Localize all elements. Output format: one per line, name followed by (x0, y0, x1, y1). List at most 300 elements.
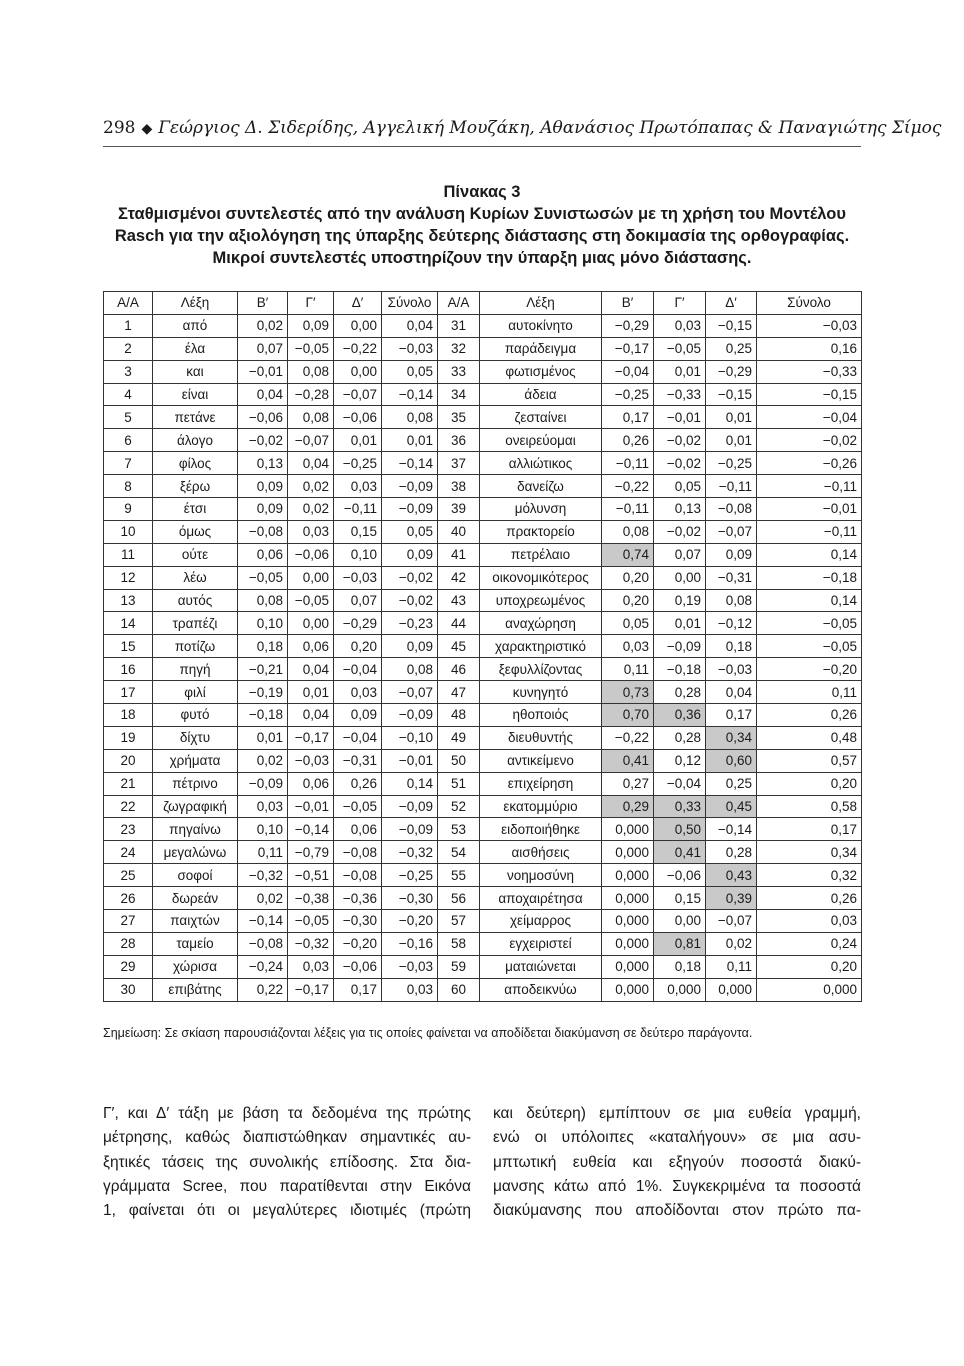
coefficient-cell: −0,20 (334, 932, 382, 955)
coefficient-cell: −0,36 (334, 887, 382, 910)
word-cell: μόλυνση (480, 498, 602, 521)
coefficient-cell: 0,20 (757, 772, 862, 795)
coefficient-cell: −0,03 (706, 658, 757, 681)
coefficient-cell: 0,28 (654, 726, 706, 749)
coefficient-cell: 0,73 (602, 681, 654, 704)
coefficient-cell: 0,03 (334, 475, 382, 498)
coefficient-cell: 0,000 (602, 864, 654, 887)
word-cell: πηγαίνω (153, 818, 238, 841)
column-header: Β′ (602, 292, 654, 315)
coefficient-cell: 0,01 (654, 612, 706, 635)
coefficient-cell: −0,03 (334, 566, 382, 589)
coefficient-cell: −0,14 (382, 383, 438, 406)
word-cell: χαρακτηριστικό (480, 635, 602, 658)
coefficient-cell: 0,08 (706, 589, 757, 612)
coefficient-cell: 0,18 (706, 635, 757, 658)
coefficient-cell: 0,000 (602, 932, 654, 955)
word-cell: χείμαρρος (480, 910, 602, 933)
coefficient-cell: −0,28 (288, 383, 334, 406)
coefficient-cell: −0,08 (238, 520, 288, 543)
column-header: Δ′ (334, 292, 382, 315)
table-row (104, 864, 862, 887)
coefficient-cell: −0,09 (382, 795, 438, 818)
table-row (104, 658, 862, 681)
coefficient-cell: −0,33 (757, 360, 862, 383)
table-header-row (104, 292, 862, 315)
coefficient-cell: 0,000 (602, 818, 654, 841)
coefficient-cell: −0,09 (382, 475, 438, 498)
coefficient-cell: −0,08 (334, 841, 382, 864)
row-number-cell: 18 (104, 704, 153, 727)
coefficients-table (103, 291, 862, 1002)
coefficient-cell: −0,22 (602, 726, 654, 749)
coefficient-cell: 0,18 (238, 635, 288, 658)
coefficient-cell: −0,20 (382, 910, 438, 933)
coefficient-cell: 0,81 (654, 932, 706, 955)
word-cell: ματαιώνεται (480, 955, 602, 978)
coefficient-cell: 0,20 (602, 589, 654, 612)
coefficient-cell: −0,51 (288, 864, 334, 887)
coefficient-cell: 0,000 (602, 841, 654, 864)
coefficient-cell: 0,00 (288, 566, 334, 589)
row-number-cell: 42 (438, 566, 480, 589)
coefficient-cell: −0,29 (706, 360, 757, 383)
word-cell: ξέρω (153, 475, 238, 498)
coefficient-cell: −0,32 (382, 841, 438, 864)
word-cell: ονειρεύομαι (480, 429, 602, 452)
coefficient-cell: −0,06 (238, 406, 288, 429)
word-cell: ξεφυλλίζοντας (480, 658, 602, 681)
coefficient-cell: 0,32 (757, 864, 862, 887)
row-number-cell: 35 (438, 406, 480, 429)
coefficient-cell: 0,09 (382, 635, 438, 658)
row-number-cell: 40 (438, 520, 480, 543)
row-number-cell: 29 (104, 955, 153, 978)
coefficient-cell: −0,14 (382, 452, 438, 475)
coefficient-cell: 0,10 (238, 612, 288, 635)
coefficient-cell: 0,39 (706, 887, 757, 910)
coefficient-cell: −0,02 (382, 566, 438, 589)
coefficient-cell: −0,10 (382, 726, 438, 749)
coefficient-cell: 0,25 (706, 337, 757, 360)
coefficient-cell: 0,01 (238, 726, 288, 749)
row-number-cell: 52 (438, 795, 480, 818)
word-cell: επιβάτης (153, 978, 238, 1001)
coefficient-cell: −0,18 (654, 658, 706, 681)
body-text-line: και δεύτερη) εμπίπτουν σε μια ευθεία γραμμή, (493, 1105, 861, 1122)
row-number-cell: 34 (438, 383, 480, 406)
word-cell: επιχείρηση (480, 772, 602, 795)
table-row (104, 704, 862, 727)
coefficient-cell: 0,18 (654, 955, 706, 978)
coefficient-cell: 0,01 (654, 360, 706, 383)
body-text-right-column (493, 1102, 861, 1223)
coefficient-cell: 0,02 (238, 749, 288, 772)
coefficient-cell: −0,09 (382, 818, 438, 841)
coefficient-cell: 0,00 (654, 566, 706, 589)
row-number-cell: 4 (104, 383, 153, 406)
diamond-icon: ◆ (141, 121, 153, 137)
coefficient-cell: −0,11 (334, 498, 382, 521)
word-cell: δανείζω (480, 475, 602, 498)
coefficient-cell: 0,00 (288, 612, 334, 635)
row-number-cell: 33 (438, 360, 480, 383)
row-number-cell: 15 (104, 635, 153, 658)
table-row (104, 337, 862, 360)
coefficient-cell: −0,31 (334, 749, 382, 772)
word-cell: πετρέλαιο (480, 543, 602, 566)
word-cell: αποδεικνύω (480, 978, 602, 1001)
coefficient-cell: −0,05 (288, 337, 334, 360)
row-number-cell: 7 (104, 452, 153, 475)
row-number-cell: 48 (438, 704, 480, 727)
coefficient-cell: 0,02 (706, 932, 757, 955)
coefficient-cell: 0,36 (654, 704, 706, 727)
coefficient-cell: −0,01 (238, 360, 288, 383)
coefficient-cell: −0,02 (382, 589, 438, 612)
page-number: 298 (103, 118, 136, 138)
coefficient-cell: −0,05 (654, 337, 706, 360)
coefficient-cell: −0,01 (757, 498, 862, 521)
coefficient-cell: −0,25 (706, 452, 757, 475)
coefficient-cell: −0,12 (706, 612, 757, 635)
coefficient-cell: −0,03 (757, 314, 862, 337)
coefficient-cell: 0,11 (238, 841, 288, 864)
row-number-cell: 8 (104, 475, 153, 498)
row-number-cell: 54 (438, 841, 480, 864)
coefficient-cell: 0,07 (654, 543, 706, 566)
column-header: Γ′ (288, 292, 334, 315)
coefficient-cell: 0,11 (602, 658, 654, 681)
coefficient-cell: 0,00 (334, 314, 382, 337)
coefficient-cell: −0,16 (382, 932, 438, 955)
coefficient-cell: 0,00 (334, 360, 382, 383)
coefficient-cell: 0,17 (602, 406, 654, 429)
coefficient-cell: −0,31 (706, 566, 757, 589)
coefficient-cell: 0,28 (706, 841, 757, 864)
coefficient-cell: 0,04 (288, 452, 334, 475)
row-number-cell: 49 (438, 726, 480, 749)
coefficient-cell: 0,05 (602, 612, 654, 635)
coefficient-cell: −0,29 (334, 612, 382, 635)
coefficient-cell: −0,06 (334, 955, 382, 978)
coefficient-cell: 0,08 (382, 406, 438, 429)
coefficient-cell: −0,04 (654, 772, 706, 795)
coefficient-cell: −0,30 (334, 910, 382, 933)
coefficient-cell: 0,000 (602, 910, 654, 933)
table-row (104, 932, 862, 955)
coefficient-cell: −0,07 (706, 910, 757, 933)
coefficient-cell: −0,09 (382, 498, 438, 521)
coefficient-cell: −0,08 (238, 932, 288, 955)
coefficient-cell: 0,22 (238, 978, 288, 1001)
coefficient-cell: −0,22 (602, 475, 654, 498)
row-number-cell: 17 (104, 681, 153, 704)
coefficient-cell: −0,02 (654, 452, 706, 475)
coefficient-cell: 0,17 (706, 704, 757, 727)
coefficient-cell: 0,17 (334, 978, 382, 1001)
table-row (104, 360, 862, 383)
coefficient-cell: −0,25 (602, 383, 654, 406)
coefficient-cell: −0,29 (602, 314, 654, 337)
coefficient-cell: −0,14 (238, 910, 288, 933)
table-row (104, 475, 862, 498)
coefficient-cell: 0,10 (238, 818, 288, 841)
row-number-cell: 30 (104, 978, 153, 1001)
coefficient-cell: 0,08 (288, 360, 334, 383)
coefficient-cell: 0,20 (602, 566, 654, 589)
word-cell: ταμείο (153, 932, 238, 955)
row-number-cell: 1 (104, 314, 153, 337)
row-number-cell: 55 (438, 864, 480, 887)
table-row (104, 887, 862, 910)
row-number-cell: 6 (104, 429, 153, 452)
column-header: Σύνολο (382, 292, 438, 315)
running-header (103, 118, 942, 147)
coefficient-cell: 0,34 (706, 726, 757, 749)
word-cell: αντικείμενο (480, 749, 602, 772)
table-row (104, 543, 862, 566)
coefficient-cell: 0,13 (238, 452, 288, 475)
word-cell: και (153, 360, 238, 383)
row-number-cell: 53 (438, 818, 480, 841)
row-number-cell: 32 (438, 337, 480, 360)
row-number-cell: 3 (104, 360, 153, 383)
coefficient-cell: 0,14 (757, 543, 862, 566)
coefficient-cell: 0,03 (288, 520, 334, 543)
coefficient-cell: 0,17 (757, 818, 862, 841)
word-cell: δωρεάν (153, 887, 238, 910)
coefficient-cell: −0,07 (288, 429, 334, 452)
row-number-cell: 10 (104, 520, 153, 543)
coefficient-cell: 0,08 (382, 658, 438, 681)
coefficient-cell: 0,60 (706, 749, 757, 772)
coefficient-cell: −0,07 (382, 681, 438, 704)
word-cell: άδεια (480, 383, 602, 406)
row-number-cell: 47 (438, 681, 480, 704)
coefficient-cell: −0,25 (334, 452, 382, 475)
coefficient-cell: 0,14 (382, 772, 438, 795)
coefficient-cell: 0,06 (288, 772, 334, 795)
coefficient-cell: 0,29 (602, 795, 654, 818)
coefficient-cell: 0,07 (238, 337, 288, 360)
table-row (104, 818, 862, 841)
coefficient-cell: −0,09 (382, 704, 438, 727)
coefficient-cell: −0,22 (334, 337, 382, 360)
table-title (103, 181, 861, 269)
coefficient-cell: −0,15 (706, 314, 757, 337)
word-cell: κυνηγητό (480, 681, 602, 704)
row-number-cell: 59 (438, 955, 480, 978)
column-header: Α/Α (438, 292, 480, 315)
coefficient-cell: 0,04 (238, 383, 288, 406)
word-cell: οικονομικότερος (480, 566, 602, 589)
column-header: Β′ (238, 292, 288, 315)
coefficient-cell: 0,33 (654, 795, 706, 818)
word-cell: διευθυντής (480, 726, 602, 749)
coefficient-cell: 0,01 (382, 429, 438, 452)
table-row (104, 681, 862, 704)
coefficient-cell: −0,30 (382, 887, 438, 910)
coefficient-cell: 0,05 (654, 475, 706, 498)
row-number-cell: 37 (438, 452, 480, 475)
word-cell: χώρισα (153, 955, 238, 978)
coefficient-cell: 0,09 (238, 475, 288, 498)
word-cell: μεγαλώνω (153, 841, 238, 864)
coefficient-cell: 0,02 (288, 498, 334, 521)
coefficient-cell: −0,11 (757, 475, 862, 498)
coefficient-cell: −0,11 (602, 498, 654, 521)
coefficient-cell: 0,03 (238, 795, 288, 818)
table-row (104, 795, 862, 818)
coefficient-cell: −0,14 (288, 818, 334, 841)
coefficient-cell: −0,07 (706, 520, 757, 543)
word-cell: αυτοκίνητο (480, 314, 602, 337)
coefficient-cell: 0,04 (288, 704, 334, 727)
column-header: Σύνολο (757, 292, 862, 315)
row-number-cell: 5 (104, 406, 153, 429)
coefficient-cell: 0,01 (706, 429, 757, 452)
coefficient-cell: −0,25 (382, 864, 438, 887)
row-number-cell: 46 (438, 658, 480, 681)
coefficient-cell: −0,02 (654, 429, 706, 452)
row-number-cell: 39 (438, 498, 480, 521)
coefficient-cell: 0,09 (706, 543, 757, 566)
row-number-cell: 60 (438, 978, 480, 1001)
word-cell: δίχτυ (153, 726, 238, 749)
word-cell: φιλί (153, 681, 238, 704)
coefficient-cell: 0,000 (602, 955, 654, 978)
word-cell: όμως (153, 520, 238, 543)
coefficient-cell: 0,01 (706, 406, 757, 429)
body-text-line: ενώ οι υπόλοιπες «καταλήγουν» σε μια ασυ- (493, 1129, 861, 1147)
word-cell: πετάνε (153, 406, 238, 429)
coefficient-cell: −0,02 (238, 429, 288, 452)
row-number-cell: 11 (104, 543, 153, 566)
coefficient-cell: −0,02 (757, 429, 862, 452)
coefficient-cell: −0,01 (654, 406, 706, 429)
coefficient-cell: 0,20 (334, 635, 382, 658)
table-row (104, 841, 862, 864)
coefficient-cell: −0,03 (288, 749, 334, 772)
table-row (104, 520, 862, 543)
row-number-cell: 26 (104, 887, 153, 910)
row-number-cell: 20 (104, 749, 153, 772)
table-row (104, 452, 862, 475)
coefficient-cell: −0,09 (654, 635, 706, 658)
word-cell: ειδοποιήθηκε (480, 818, 602, 841)
coefficient-cell: −0,17 (602, 337, 654, 360)
coefficient-cell: 0,26 (334, 772, 382, 795)
table-row (104, 910, 862, 933)
row-number-cell: 21 (104, 772, 153, 795)
table-row (104, 383, 862, 406)
word-cell: πρακτορείο (480, 520, 602, 543)
coefficient-cell: 0,28 (654, 681, 706, 704)
word-cell: αυτός (153, 589, 238, 612)
coefficient-cell: −0,04 (334, 726, 382, 749)
row-number-cell: 56 (438, 887, 480, 910)
word-cell: υποχρεωμένος (480, 589, 602, 612)
coefficient-cell: −0,15 (706, 383, 757, 406)
word-cell: ποτίζω (153, 635, 238, 658)
coefficient-cell: 0,04 (382, 314, 438, 337)
word-cell: σοφοί (153, 864, 238, 887)
coefficient-cell: 0,04 (288, 658, 334, 681)
coefficient-cell: 0,19 (654, 589, 706, 612)
coefficient-cell: 0,05 (382, 520, 438, 543)
coefficient-cell: −0,04 (334, 658, 382, 681)
body-text-line: μέτρησης, καθώς διαπιστώθηκαν σημαντικές αυ- (103, 1129, 471, 1147)
coefficient-cell: 0,15 (654, 887, 706, 910)
table-row (104, 314, 862, 337)
coefficient-cell: 0,43 (706, 864, 757, 887)
column-header: Λέξη (153, 292, 238, 315)
row-number-cell: 2 (104, 337, 153, 360)
coefficient-cell: 0,000 (654, 978, 706, 1001)
table-row (104, 635, 862, 658)
coefficient-cell: 0,03 (654, 314, 706, 337)
coefficient-cell: 0,57 (757, 749, 862, 772)
row-number-cell: 27 (104, 910, 153, 933)
word-cell: νοημοσύνη (480, 864, 602, 887)
coefficient-cell: 0,15 (334, 520, 382, 543)
coefficient-cell: 0,08 (602, 520, 654, 543)
coefficient-cell: −0,01 (288, 795, 334, 818)
coefficient-cell: 0,08 (238, 589, 288, 612)
row-number-cell: 41 (438, 543, 480, 566)
coefficient-cell: 0,03 (382, 978, 438, 1001)
word-cell: πηγή (153, 658, 238, 681)
coefficient-cell: 0,50 (654, 818, 706, 841)
coefficient-cell: −0,20 (757, 658, 862, 681)
body-text-line: διακύμανσης που αποδίδονται στον πρώτο πα- (493, 1202, 861, 1220)
row-number-cell: 13 (104, 589, 153, 612)
row-number-cell: 57 (438, 910, 480, 933)
coefficient-cell: −0,02 (654, 520, 706, 543)
word-cell: αλλιώτικος (480, 452, 602, 475)
coefficient-cell: 0,08 (288, 406, 334, 429)
coefficient-cell: 0,02 (238, 314, 288, 337)
coefficient-cell: 0,45 (706, 795, 757, 818)
table-row (104, 726, 862, 749)
coefficient-cell: −0,04 (757, 406, 862, 429)
word-cell: πέτρινο (153, 772, 238, 795)
column-header: Λέξη (480, 292, 602, 315)
table-caption-label: Πίνακας 3 (443, 183, 521, 201)
coefficient-cell: −0,17 (288, 726, 334, 749)
word-cell: παιχτών (153, 910, 238, 933)
word-cell: ζεσταίνει (480, 406, 602, 429)
coefficient-cell: −0,18 (238, 704, 288, 727)
word-cell: εγχειριστεί (480, 932, 602, 955)
coefficient-cell: 0,24 (757, 932, 862, 955)
coefficient-cell: 0,27 (602, 772, 654, 795)
table-note: Σημείωση: Σε σκίαση παρουσιάζονται λέξεις για τις οποίες φαίνεται να αποδίδεται διακύμανση σε δεύτερο παράγοντα. (103, 1026, 753, 1040)
row-number-cell: 31 (438, 314, 480, 337)
table-title-line: Σταθμισμένοι συντελεστές από την ανάλυση Κυρίων Συνιστωσών με τη χρήση του Μοντέλου (118, 205, 846, 223)
body-text-line: 1, φαίνεται ότι οι μεγαλύτερες ιδιοτιμές (πρώτη (103, 1202, 471, 1220)
coefficient-cell: −0,33 (654, 383, 706, 406)
body-text-line: μπτωτική ευθεία και εξηγούν ποσοστά διακύ- (493, 1153, 861, 1171)
coefficient-cell: −0,08 (706, 498, 757, 521)
word-cell: έλα (153, 337, 238, 360)
body-text-line: ξητικές τάσεις της συνολικής επίδοσης. Στα δια- (103, 1153, 471, 1171)
row-number-cell: 28 (104, 932, 153, 955)
row-number-cell: 58 (438, 932, 480, 955)
coefficient-cell: 0,000 (602, 887, 654, 910)
word-cell: φυτό (153, 704, 238, 727)
